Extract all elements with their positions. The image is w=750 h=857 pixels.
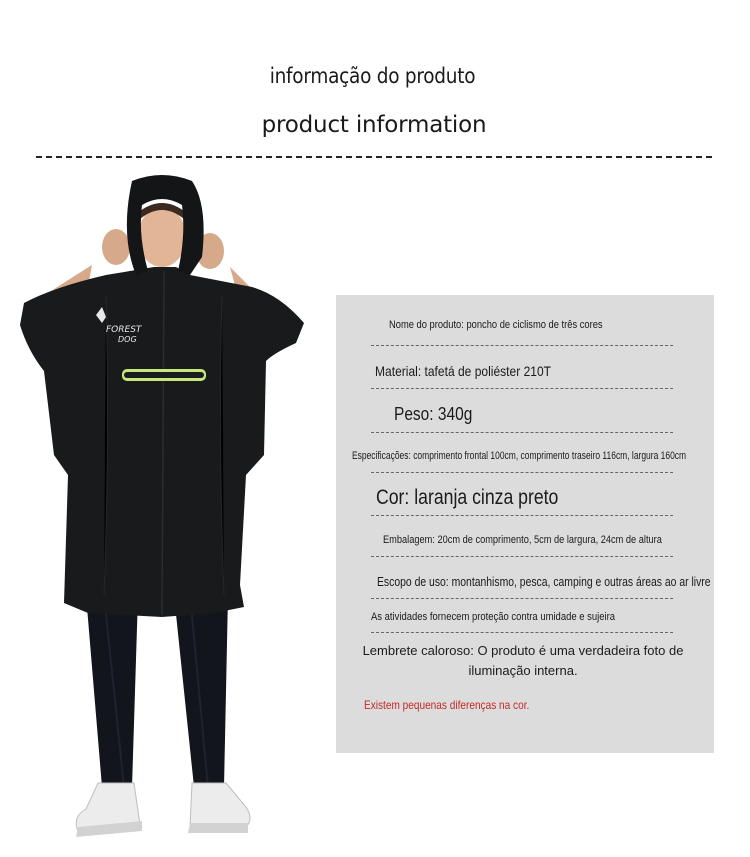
spec-rule: [371, 388, 673, 389]
logo-dog: DOG: [118, 335, 137, 344]
spec-rule: [371, 472, 673, 473]
spec-packaging: Embalagem: 20cm de comprimento, 5cm de largura, 24cm de altura: [383, 534, 662, 546]
section-divider: [36, 156, 712, 158]
spec-product-name: Nome do produto: poncho de ciclismo de três cores: [389, 319, 603, 331]
spec-weight: Peso: 340g: [394, 404, 473, 424]
spec-rule: [371, 345, 673, 346]
face: [138, 203, 186, 267]
spec-rule: [371, 556, 673, 557]
title-pt: informação do produto: [269, 64, 476, 88]
spec-color-note: Existem pequenas diferenças na cor.: [364, 698, 530, 712]
spec-panel: [336, 295, 714, 753]
spec-rule: [371, 598, 673, 599]
spec-rule: [371, 515, 673, 516]
spec-reminder: Lembrete caloroso: O produto é uma verdadeira foto de iluminação interna.: [362, 643, 684, 678]
spec-dimensions: Especificações: comprimento frontal 100cm, comprimento traseiro 116cm, largura 160cm: [352, 450, 687, 462]
sneakers: [76, 783, 250, 837]
spec-protection: As atividades fornecem proteção contra umidade e sujeira: [371, 611, 615, 623]
title-en: product information: [261, 112, 487, 138]
spec-usage: Escopo de uso: montanhismo, pesca, camping e outras áreas ao ar livre: [377, 574, 711, 589]
spec-color: Cor: laranja cinza preto: [376, 486, 559, 509]
product-photo: [14, 175, 314, 845]
model-legs: [86, 595, 228, 787]
spec-material: Material: tafetá de poliéster 210T: [375, 363, 552, 379]
spec-rule: [371, 432, 673, 433]
logo-forest: FOREST: [106, 325, 142, 335]
spec-rule: [371, 632, 673, 633]
